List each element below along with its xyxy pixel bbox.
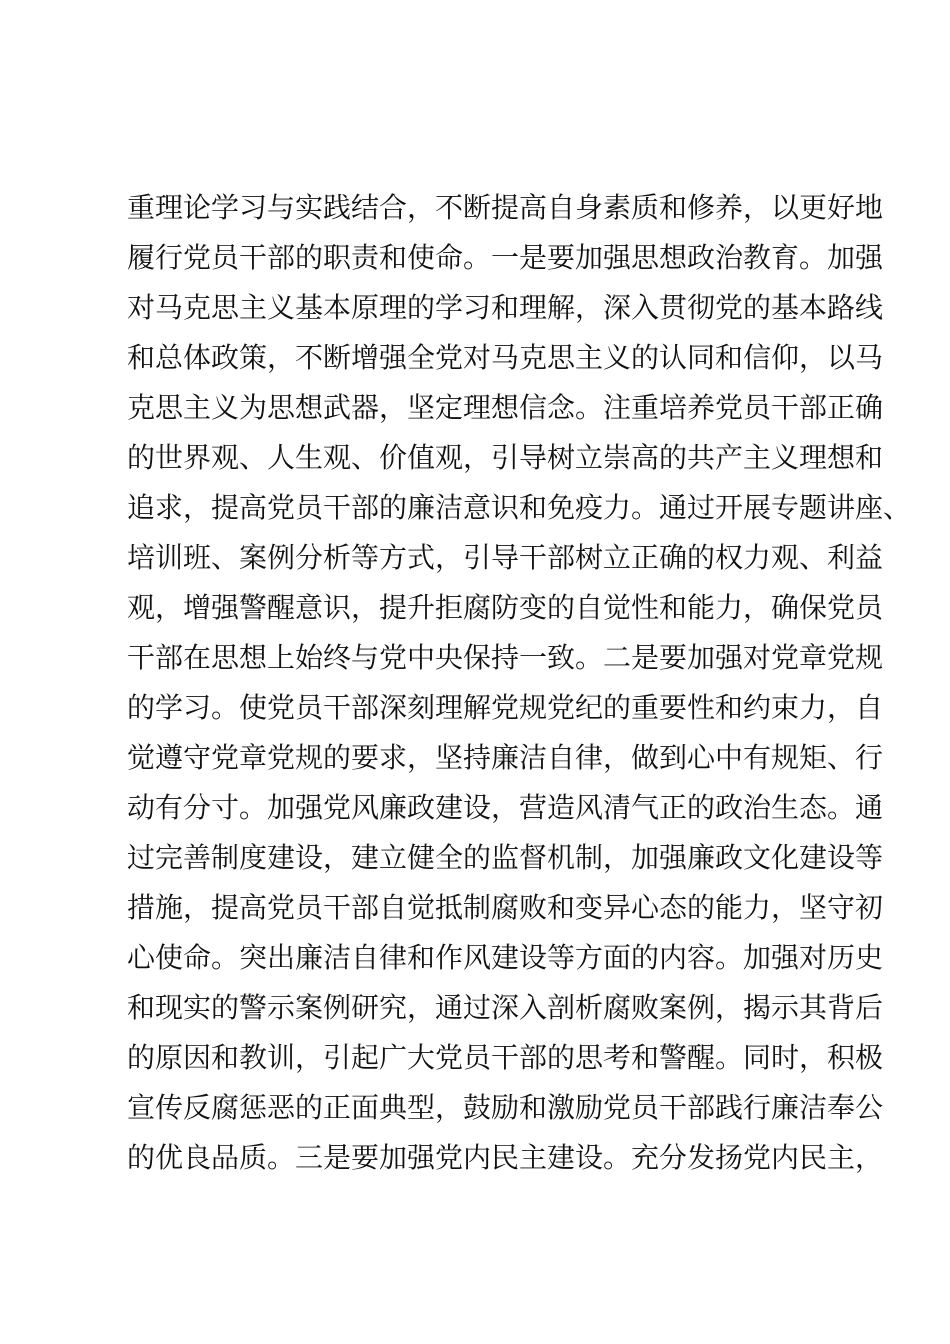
text-line-10: 干部在思想上始终与党中央保持一致。二是要加强对党章党规	[127, 641, 884, 674]
text-line-20: 的优良品质。三是要加强党内民主建设。充分发扬党内民主，	[127, 1141, 884, 1174]
text-line-17: 和现实的警示案例研究，通过深入剖析腐败案例，揭示其背后	[127, 991, 884, 1024]
text-line-14: 过完善制度建设，建立健全的监督机制，加强廉政文化建设等	[127, 841, 884, 874]
text-line-3: 对马克思主义基本原理的学习和理解，深入贯彻党的基本路线	[127, 291, 884, 324]
text-line-4: 和总体政策，不断增强全党对马克思主义的认同和信仰，以马	[127, 341, 884, 374]
text-line-15: 措施，提高党员干部自觉抵制腐败和变异心态的能力，坚守初	[127, 891, 884, 924]
text-line-18: 的原因和教训，引起广大党员干部的思考和警醒。同时，积极	[127, 1041, 884, 1074]
text-line-19: 宣传反腐惩恶的正面典型，鼓励和激励党员干部践行廉洁奉公	[127, 1091, 884, 1124]
text-line-2: 履行党员干部的职责和使命。一是要加强思想政治教育。加强	[127, 241, 884, 274]
text-line-7: 追求，提高党员干部的廉洁意识和免疫力。通过开展专题讲座、	[127, 491, 912, 524]
text-line-13: 动有分寸。加强党风廉政建设，营造风清气正的政治生态。通	[127, 791, 884, 824]
text-line-9: 观，增强警醒意识，提升拒腐防变的自觉性和能力，确保党员	[127, 591, 884, 624]
text-line-12: 觉遵守党章党规的要求，坚持廉洁自律，做到心中有规矩、行	[127, 741, 884, 774]
text-line-8: 培训班、案例分析等方式，引导干部树立正确的权力观、利益	[127, 541, 884, 574]
text-line-16: 心使命。突出廉洁自律和作风建设等方面的内容。加强对历史	[127, 941, 884, 974]
text-line-5: 克思主义为思想武器，坚定理想信念。注重培养党员干部正确	[127, 391, 884, 424]
text-line-6: 的世界观、人生观、价值观，引导树立崇高的共产主义理想和	[127, 441, 884, 474]
text-line-11: 的学习。使党员干部深刻理解党规党纪的重要性和约束力，自	[127, 691, 884, 724]
text-line-1: 重理论学习与实践结合，不断提高自身素质和修养，以更好地	[127, 191, 884, 224]
paragraph-body	[127, 183, 912, 1183]
